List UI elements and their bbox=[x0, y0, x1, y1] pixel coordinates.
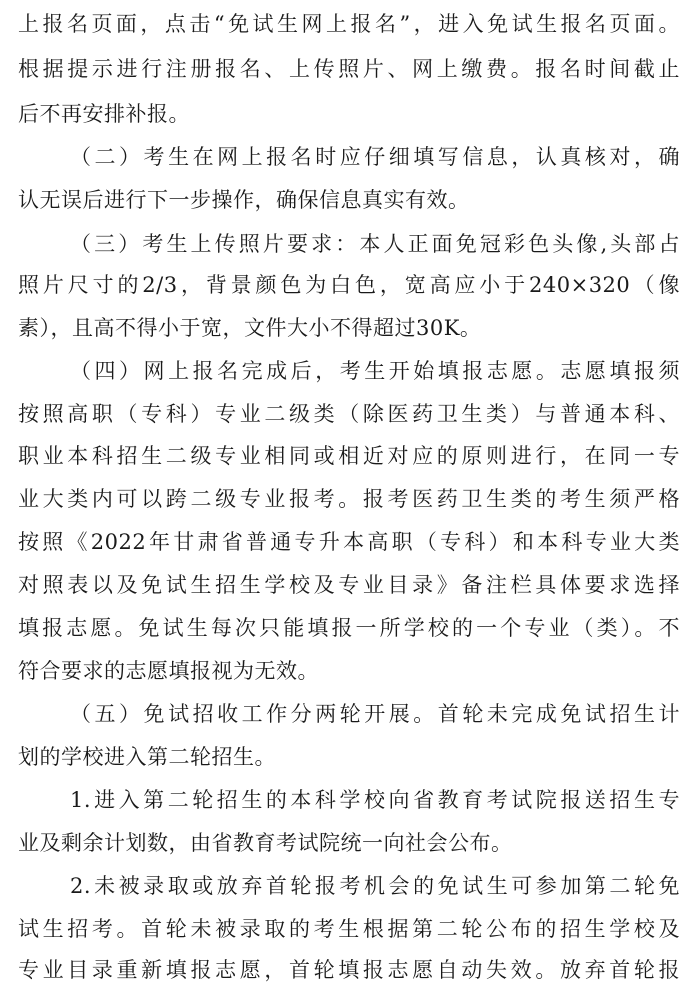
text-line: 2.未被录取或放弃首轮报考机会的免试生可参加第二轮免 bbox=[70, 874, 680, 898]
text-line: 填报志愿。免试生每次只能填报一所学校的一个专业（类）。不 bbox=[18, 616, 680, 640]
text-line: 照片尺寸的2/3，背景颜色为白色，宽高应小于240×320（像 bbox=[18, 273, 680, 297]
text-line: 按照《2022年甘肃省普通专升本高职（专科）和本科专业大类 bbox=[18, 530, 680, 554]
text-line: （五）免试招收工作分两轮开展。首轮未完成免试招生计 bbox=[70, 702, 680, 726]
text-line: 试生招考。首轮未被录取的考生根据第二轮公布的招生学校及 bbox=[18, 917, 680, 941]
text-line: （二）考生在网上报名时应仔细填写信息，认真核对，确 bbox=[70, 145, 680, 169]
text-line: 划的学校进入第二轮招生。 bbox=[18, 745, 276, 769]
text-line: 根据提示进行注册报名、上传照片、网上缴费。报名时间截止 bbox=[18, 57, 680, 81]
text-line: 符合要求的志愿填报视为无效。 bbox=[18, 659, 319, 683]
text-line: 业大类内可以跨二级专业报考。报考医药卫生类的考生须严格 bbox=[18, 487, 680, 511]
text-line: 专业目录重新填报志愿，首轮填报志愿自动失效。放弃首轮报 bbox=[18, 958, 680, 982]
text-line: （三）考生上传照片要求：本人正面免冠彩色头像,头部占 bbox=[70, 232, 680, 256]
text-line: 素），且高不得小于宽，文件大小不得超过30K。 bbox=[18, 316, 482, 340]
text-line: （四）网上报名完成后，考生开始填报志愿。志愿填报须 bbox=[70, 359, 680, 383]
text-line: 业及剩余计划数，由省教育考试院统一向社会公布。 bbox=[18, 831, 513, 855]
text-line: 上报名页面，点击“免试生网上报名”，进入免试生报名页面。 bbox=[18, 12, 680, 36]
text-line: 认无误后进行下一步操作，确保信息真实有效。 bbox=[18, 188, 470, 212]
text-line: 1.进入第二轮招生的本科学校向省教育考试院报送招生专 bbox=[70, 788, 680, 812]
text-line: 职业本科招生二级专业相同或相近对应的原则进行，在同一专 bbox=[18, 444, 680, 468]
text-line: 对照表以及免试生招生学校及专业目录》备注栏具体要求选择 bbox=[18, 573, 680, 597]
text-line: 后不再安排补报。 bbox=[18, 102, 190, 126]
text-line: 按照高职（专科）专业二级类（除医药卫生类）与普通本科、 bbox=[18, 402, 680, 426]
